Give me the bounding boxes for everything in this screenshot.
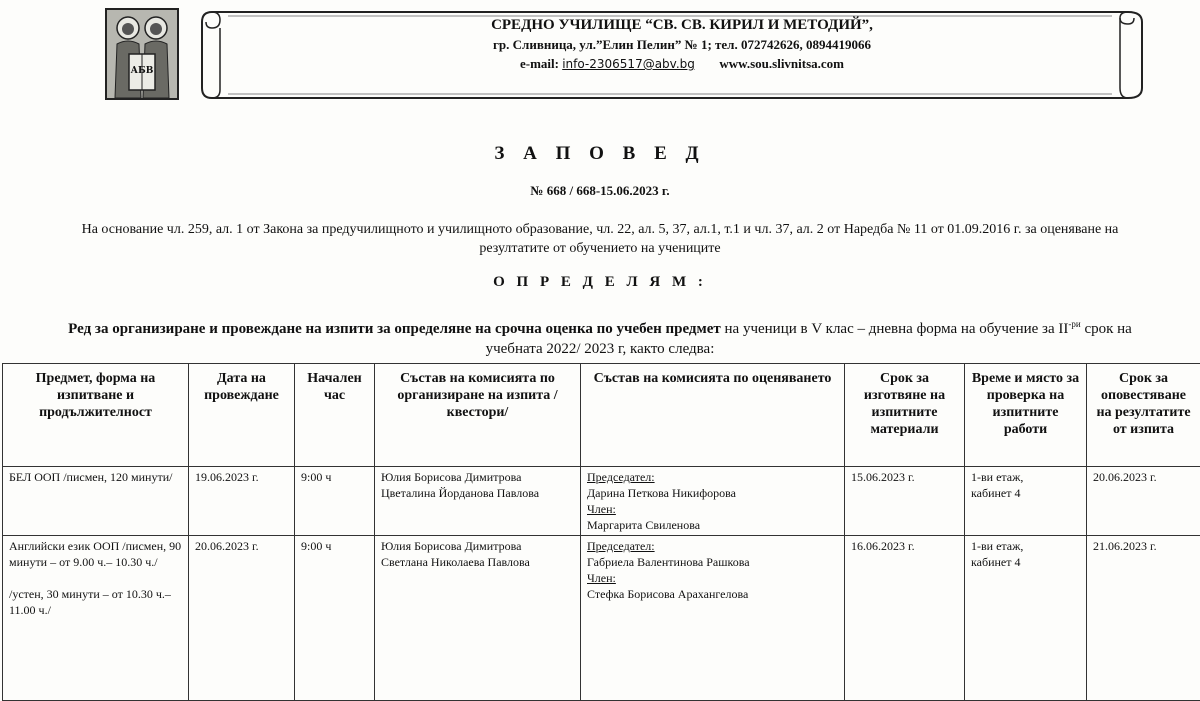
header-subject: Предмет, форма на изпитване и продължителност (3, 364, 189, 467)
table-row (3, 467, 1200, 536)
check-floor: 1-ви етаж, (971, 538, 1080, 554)
cell-grading-committee (581, 467, 845, 536)
member-label: Член: (587, 570, 838, 586)
member-label: Член: (587, 501, 838, 517)
cell-prep-deadline: 16.06.2023 г. (845, 536, 965, 701)
school-address: гр. Сливница, ул.”Елин Пелин” № 1; тел. 072742626, 0894419066 (268, 37, 1096, 53)
decree-heading: О П Р Е Д Е Л Я М : (0, 274, 1200, 291)
cell-check-place (965, 467, 1087, 536)
quaestor-2: Цветалина Йорданова Павлова (381, 485, 574, 501)
header-organizing-committee: Състав на комисията по организиране на изпита /квестори/ (375, 364, 581, 467)
email-label: e-mail: (520, 56, 559, 71)
cell-date: 19.06.2023 г. (189, 467, 295, 536)
header-materials-deadline: Срок за изготвяне на изпитните материали (845, 364, 965, 467)
order-rest-text: на ученици в V клас – дневна форма на обучение за II (721, 321, 1069, 337)
document-number: № 668 / 668-15.06.2023 г. (0, 183, 1200, 199)
cell-check-place (965, 536, 1087, 701)
quaestor-1: Юлия Борисова Димитрова (381, 469, 574, 485)
cell-subject (3, 536, 189, 701)
exam-schedule-table (2, 363, 1200, 701)
cell-quaestors (375, 467, 581, 536)
cell-prep-deadline: 15.06.2023 г. (845, 467, 965, 536)
subject-written: Английски език ООП /писмен, 90 минути – от 9.00 ч.– 10.30 ч./ (9, 538, 182, 570)
table-header-row (3, 364, 1200, 467)
chair-name: Габриела Валентинова Рашкова (587, 554, 838, 570)
cell-grading-committee (581, 536, 845, 701)
school-header-banner (198, 8, 1146, 100)
order-text (60, 314, 1140, 359)
cell-date: 20.06.2023 г. (189, 536, 295, 701)
cell-announce-deadline: 20.06.2023 г. (1087, 467, 1200, 536)
cell-subject: БЕЛ ООП /писмен, 120 минути/ (3, 467, 189, 536)
check-floor: 1-ви етаж, (971, 469, 1080, 485)
header-results-deadline: Срок за оповестяване на резултатите от изпита (1087, 364, 1200, 467)
check-room: кабинет 4 (971, 554, 1080, 570)
member-name: Стефка Борисова Арахангелова (587, 586, 838, 602)
legal-basis: На основание чл. 259, ал. 1 от Закона за предучилищното и училищното образование, чл. 22, ал. 5, 37, ал.1, т.1 и чл. 37, ал. 2 от Наредба № 11 от 01.09.2016 г. за оценяване на резултатите от обучението на учениците (70, 220, 1130, 258)
saints-engraving-icon (107, 10, 177, 98)
school-logo (105, 8, 179, 100)
email-link[interactable]: info-2306517@abv.bg (562, 57, 695, 71)
member-name: Маргарита Свиленова (587, 517, 838, 533)
chair-label: Председател: (587, 469, 838, 485)
cell-announce-deadline: 21.06.2023 г. (1087, 536, 1200, 701)
chair-label: Председател: (587, 538, 838, 554)
order-superscript: -ри (1068, 319, 1080, 329)
header-date: Дата на провеждане (189, 364, 295, 467)
logo-letters: АБВ (131, 66, 154, 76)
website-link[interactable]: www.sou.slivnitsa.com (719, 56, 844, 71)
school-name: СРЕДНО УЧИЛИЩЕ “СВ. СВ. КИРИЛ И МЕТОДИЙ”, (268, 17, 1096, 34)
order-bold-text: Ред за организиране и провеждане на изпити за определяне на срочна оценка по учебен предмет (68, 321, 721, 337)
cell-time: 9:00 ч (295, 467, 375, 536)
cell-time: 9:00 ч (295, 536, 375, 701)
cell-quaestors (375, 536, 581, 701)
order-end-text: срок на учебната 2022/ 2023 г, както следва: (486, 321, 1132, 357)
document-title: З А П О В Е Д (0, 143, 1200, 165)
table-row (3, 536, 1200, 701)
check-room: кабинет 4 (971, 485, 1080, 501)
school-contacts (268, 56, 1096, 72)
quaestor-1: Юлия Борисова Димитрова (381, 538, 574, 554)
header-check-place: Време и място за проверка на изпитните работи (965, 364, 1087, 467)
chair-name: Дарина Петкова Никифорова (587, 485, 838, 501)
quaestor-2: Светлана Николаева Павлова (381, 554, 574, 570)
header-grading-committee: Състав на комисията по оценяването (581, 364, 845, 467)
subject-oral: /устен, 30 минути – от 10.30 ч.– 11.00 ч./ (9, 586, 182, 618)
header-start-time: Начален час (295, 364, 375, 467)
